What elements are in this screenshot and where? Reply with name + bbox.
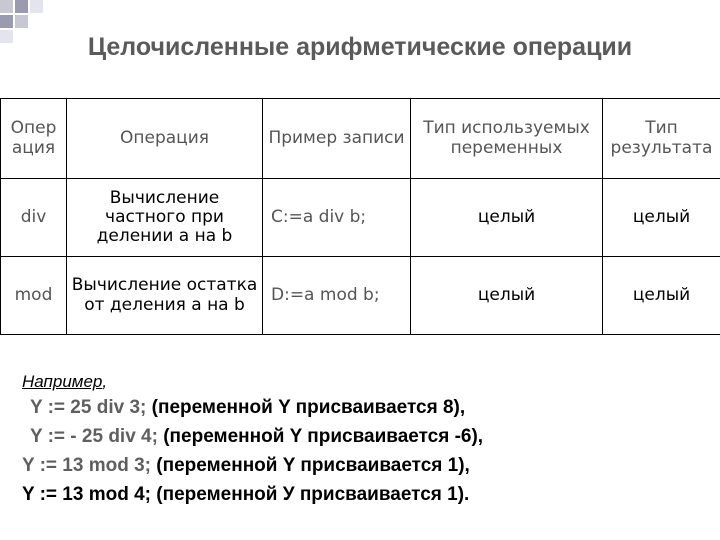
- example-comment: (переменной У присваивается 1).: [156, 484, 470, 505]
- example-code: Y := 13 mod 3;: [22, 455, 152, 476]
- example-code: Y := 13 mod 4;: [22, 484, 152, 505]
- decorative-square-icon: [0, 15, 13, 28]
- header-variable-type: Тип используемых переменных: [411, 99, 603, 179]
- example-comment: (переменной Y присваивается 1),: [156, 455, 470, 476]
- decorative-square-icon: [0, 0, 13, 13]
- example-line: [30, 426, 483, 448]
- header-example: Пример записи: [263, 99, 411, 179]
- examples-label: Например: [22, 372, 103, 391]
- decorative-square-icon: [15, 0, 28, 13]
- header-result-type: Тип результата: [603, 99, 720, 179]
- example-line: [30, 397, 465, 419]
- cell-example: D:=a mod b;: [263, 257, 411, 335]
- examples-label-comma: ,: [102, 372, 108, 391]
- example-line: [22, 484, 469, 506]
- cell-op: mod: [1, 257, 67, 335]
- examples-heading: [22, 372, 107, 392]
- header-operation-short: Опер ация: [1, 99, 67, 179]
- cell-variable-type: целый: [411, 179, 603, 257]
- table-header-row: [1, 99, 720, 179]
- decorative-square-icon: [0, 30, 13, 43]
- example-line: [22, 455, 470, 477]
- example-code: Y := 25 div 3;: [30, 397, 147, 418]
- example-code: Y := - 25 div 4;: [30, 426, 158, 447]
- example-comment: (переменной Y присваивается 8),: [151, 397, 466, 418]
- table-row: [1, 179, 720, 257]
- operations-table: [0, 98, 720, 335]
- example-comment: (переменной Y присваивается -6),: [163, 426, 484, 447]
- page-title: Целочисленные арифметические операции: [87, 33, 633, 61]
- cell-result-type: целый: [603, 179, 720, 257]
- cell-op: div: [1, 179, 67, 257]
- cell-variable-type: целый: [411, 257, 603, 335]
- cell-description: Вычисление частного при делении a на b: [67, 179, 263, 257]
- cell-example: C:=a div b;: [263, 179, 411, 257]
- table-row: [1, 257, 720, 335]
- cell-description: Вычисление остатка от деления a на b: [67, 257, 263, 335]
- cell-result-type: целый: [603, 257, 720, 335]
- decorative-square-icon: [15, 15, 28, 28]
- header-operation: Операция: [67, 99, 263, 179]
- decorative-square-icon: [30, 0, 43, 13]
